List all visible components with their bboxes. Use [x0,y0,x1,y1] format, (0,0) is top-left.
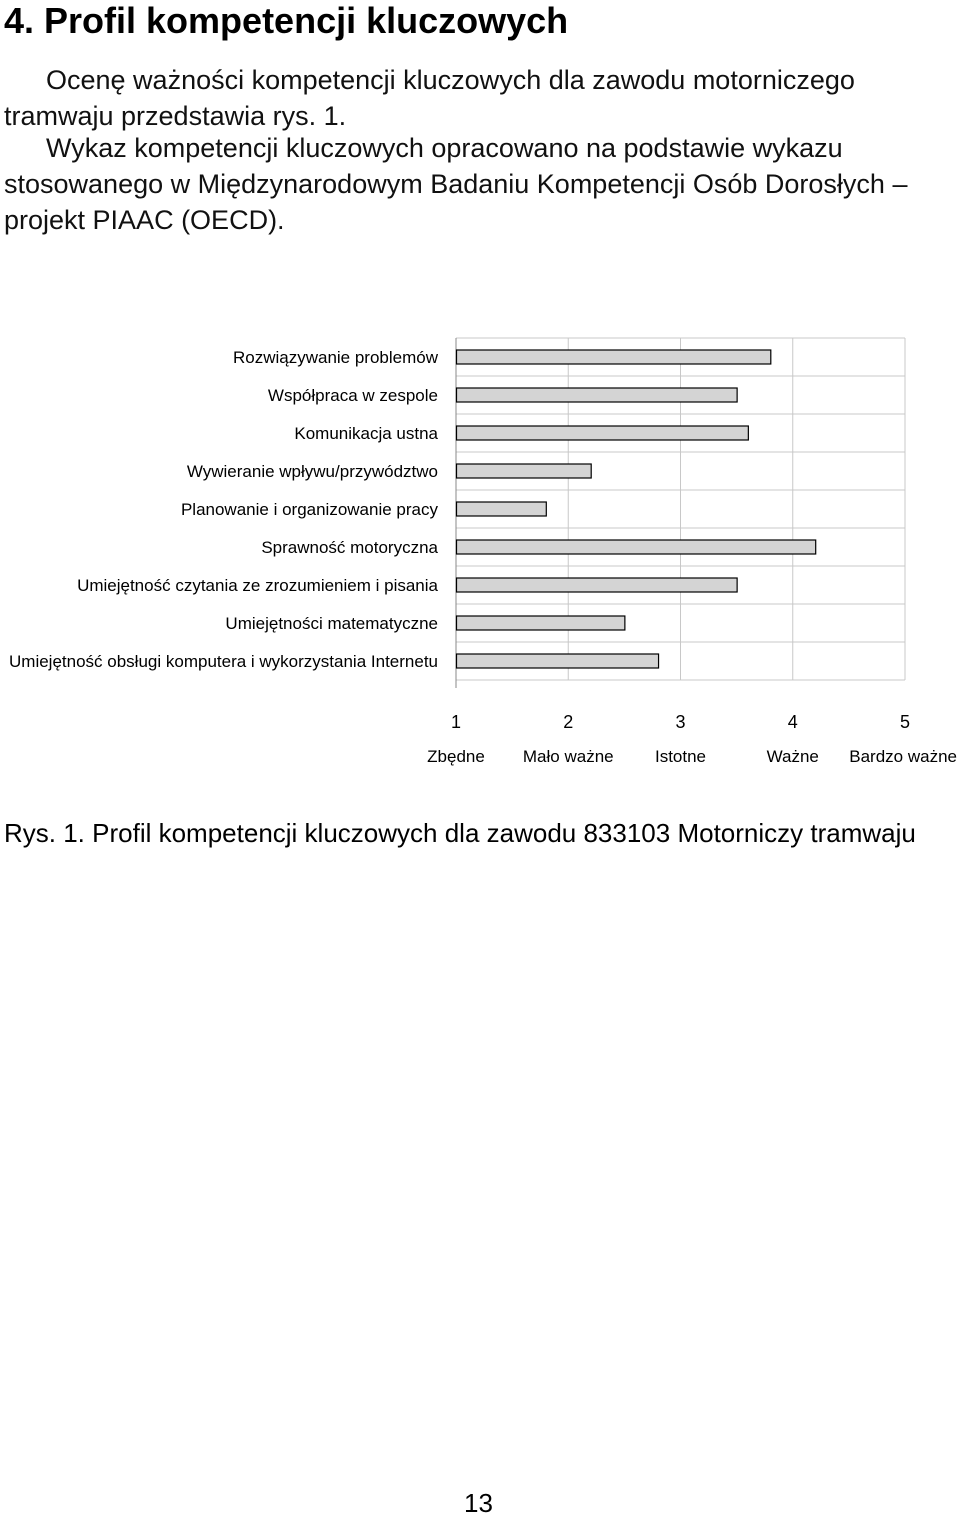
chart-category-labels [9,348,439,671]
chart-bars [457,350,816,668]
figure-caption: Rys. 1. Profil kompetencji kluczowych dla zawodu 833103 Motorniczy tramwaju [4,818,916,848]
x-tick-word: Ważne [766,747,819,766]
x-tick-label: 2 [563,712,574,732]
bar-5 [457,502,547,516]
bar-2 [457,388,738,402]
category-label: Sprawność motoryczna [261,538,438,557]
source-paragraph: Wykaz kompetencji kluczowych opracowano na podstawie wykazu stosowanego w Międzynarodowym Badaniu Kompetencji Osób Dorosłych – projekt PIAAC (OECD). [4,133,908,235]
x-tick-word: Istotne [654,747,707,766]
bar-6 [457,540,816,554]
competency-bar-chart [0,320,960,770]
bar-4 [457,464,592,478]
bar-7 [457,578,738,592]
category-label: Umiejętność obsługi komputera i wykorzystania Internetu [9,652,438,671]
x-tick-label: 1 [450,712,462,732]
category-label: Komunikacja ustna [294,424,438,443]
x-tick-word: Mało ważne [522,747,614,766]
category-label: Rozwiązywanie problemów [232,348,438,367]
x-tick-label: 4 [787,712,798,732]
x-tick-label: 3 [675,712,686,732]
bar-1 [457,350,771,364]
category-label: Umiejętność czytania ze zrozumieniem i pisania [77,576,438,595]
category-label: Planowanie i organizowanie pracy [180,500,438,519]
bar-3 [457,426,749,440]
bar-8 [457,616,625,630]
bar-9 [457,654,659,668]
x-tick-label: 5 [899,712,911,732]
x-tick-word: Bardzo ważne [849,747,957,766]
intro-paragraph: Ocenę ważności kompetencji kluczowych dla zawodu motorniczego tramwaju przedstawia rys. 1. [4,65,855,131]
category-label: Współpraca w zespole [267,386,438,405]
chart-x-ticks [427,712,957,766]
x-tick-word: Zbędne [427,747,485,766]
category-label: Umiejętności matematyczne [225,614,438,633]
section-heading: 4. Profil kompetencji kluczowych [4,0,569,41]
page-number: 13 [464,1488,493,1518]
category-label: Wywieranie wpływu/przywództwo [186,462,438,481]
